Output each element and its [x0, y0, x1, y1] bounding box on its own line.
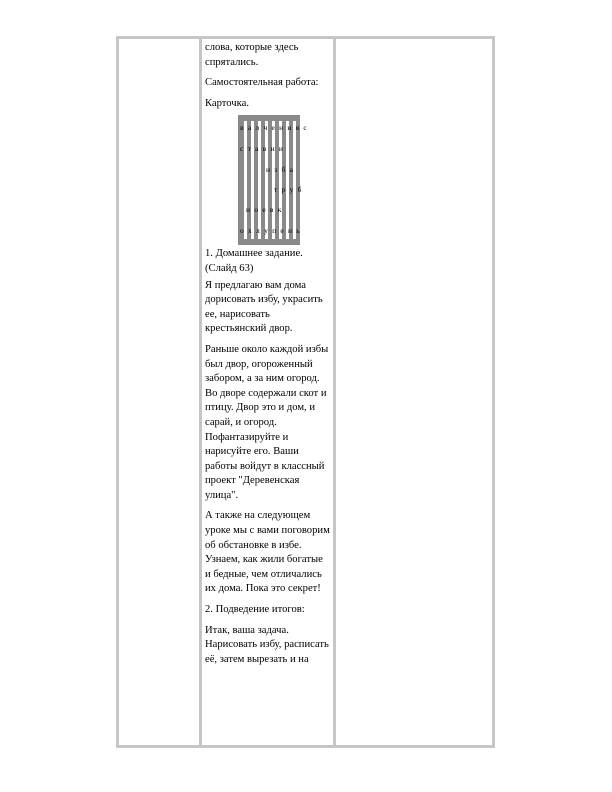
- card-row: [240, 183, 303, 197]
- card-stripe: [279, 121, 282, 239]
- paragraph-independent-work: Самостоятельная работа:: [205, 77, 319, 89]
- card-stripe: [272, 121, 275, 239]
- card-row: [240, 203, 298, 217]
- paragraph-summary-text: Итак, ваша задача. Нарисовать избу, расписать её, затем вырезать и на: [205, 624, 329, 665]
- paragraph-yard-description: Раньше около каждой избы был двор, огороженный забором, а за ним огород. Во дворе содержали скот и птицу. Двор это и дом, и сарай, и огород. Пофантазируйте и нарисуйте его. Ваши работы войдут в классный проект "Деревенская улица".: [205, 343, 329, 501]
- card-row-text: о х л у п е н ь: [240, 226, 301, 236]
- card-stripe: [251, 121, 254, 239]
- column-divider-left: [199, 39, 202, 745]
- card-row-text: н о е в к: [246, 205, 283, 215]
- paragraph-homework-task: Я предлагаю вам дома дорисовать избу, украсить ее, нарисовать крестьянский двор.: [205, 279, 323, 335]
- card-stripe: [258, 121, 261, 239]
- paragraph-next-lesson: А также на следующем уроке мы с вами поговорим об обстановке в избе. Узнаем, как жили богатые и бедные, чем отличались их дома. Пока это секрет!: [205, 510, 330, 595]
- paragraph-hidden-words: слова, которые здесь спрятались.: [205, 42, 299, 68]
- paragraph-homework: 1. Домашнее задание. (Слайд 63): [205, 248, 303, 274]
- card-stripe: [244, 121, 247, 239]
- card-row: [240, 121, 308, 135]
- card-row-text: н з б а: [266, 165, 295, 175]
- card-row-text: т р у б: [274, 185, 303, 195]
- word-search-card: [238, 115, 308, 245]
- card-row-text: с т а в н и: [240, 144, 285, 154]
- card-stripe: [293, 121, 296, 239]
- paragraph-summary-heading: 2. Подведение итогов:: [205, 604, 305, 616]
- card-row-text: в а л ч е н и я с: [240, 123, 308, 133]
- card-row: [240, 224, 301, 238]
- column-divider-right: [333, 39, 336, 745]
- lesson-table: [116, 36, 495, 748]
- card-stripe: [265, 121, 268, 239]
- paragraph-card-label: Карточка.: [205, 97, 249, 109]
- card-stripe: [286, 121, 289, 239]
- content-cell: [205, 41, 331, 673]
- card-row: [240, 163, 298, 177]
- card-row: [240, 142, 298, 156]
